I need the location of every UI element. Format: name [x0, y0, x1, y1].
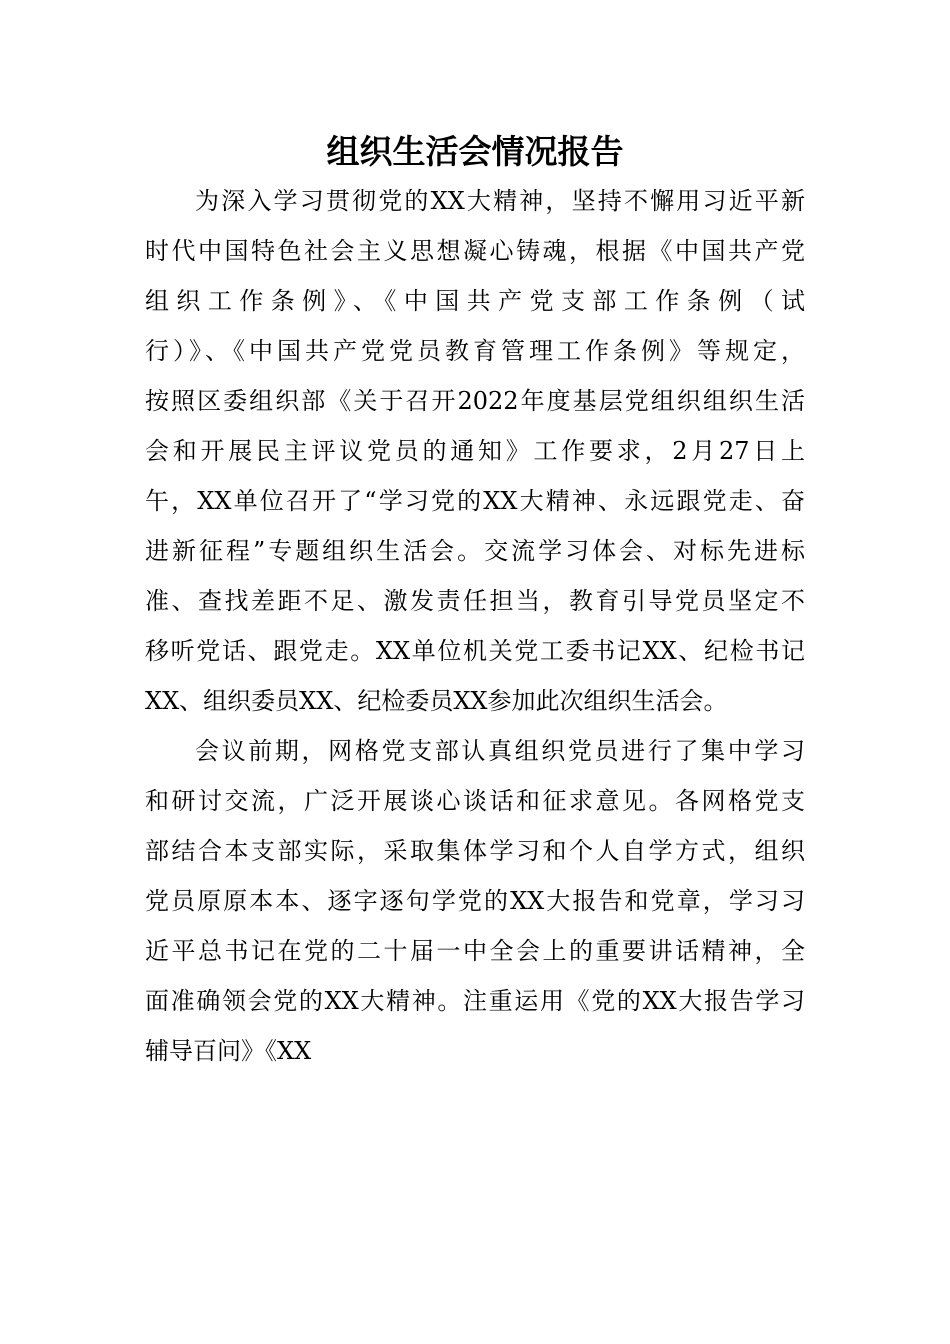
paragraph-2-line-1: 会议前期，网格党支部认真组织党员进行了集中学习 [195, 737, 805, 765]
paragraph-1-line-6: 会和开展民主评议党员的通知》工作要求，2月27日上 [145, 437, 805, 465]
paragraph-1-line-10: 移听党话、跟党走。XX单位机关党工委书记XX、纪检书记 [145, 637, 805, 665]
paragraph-1-line-7: 午，XX单位召开了“学习党的XX大精神、永远跟党走、奋 [145, 487, 805, 515]
paragraph-1-line-9: 准、查找差距不足、激发责任担当，教育引导党员坚定不 [145, 587, 805, 615]
paragraph-2-line-2: 和研讨交流，广泛开展谈心谈话和征求意见。各网格党支 [145, 787, 805, 815]
document-title: 组织生活会情况报告 [326, 132, 624, 171]
paragraph-1-line-5: 按照区委组织部《关于召开2022年度基层党组织组织生活 [145, 387, 805, 415]
paragraph-2-line-7: 辅导百问》《XX [145, 1037, 312, 1065]
paragraph-2-line-5: 近平总书记在党的二十届一中全会上的重要讲话精神，全 [145, 937, 805, 965]
paragraph-2-line-3: 部结合本支部实际，采取集体学习和个人自学方式，组织 [145, 837, 805, 865]
paragraph-2-line-6: 面准确领会党的XX大精神。注重运用《党的XX大报告学习 [145, 987, 805, 1015]
paragraph-1-line-3: 组织工作条例》、《中国共产党支部工作条例（试 [145, 287, 805, 315]
paragraph-2-line-4: 党员原原本本、逐字逐句学党的XX大报告和党章，学习习 [145, 887, 805, 915]
paragraph-1-line-4: 行）》、《中国共产党党员教育管理工作条例》等规定， [145, 337, 805, 365]
paragraph-1-line-1: 为深入学习贯彻党的XX大精神，坚持不懈用习近平新 [195, 187, 805, 215]
paragraph-1-line-8: 进新征程”专题组织生活会。交流学习体会、对标先进标 [145, 537, 805, 565]
paragraph-1-line-2: 时代中国特色社会主义思想凝心铸魂，根据《中国共产党 [145, 237, 805, 265]
paragraph-1-line-11: XX、组织委员XX、纪检委员XX参加此次组织生活会。 [145, 687, 728, 715]
